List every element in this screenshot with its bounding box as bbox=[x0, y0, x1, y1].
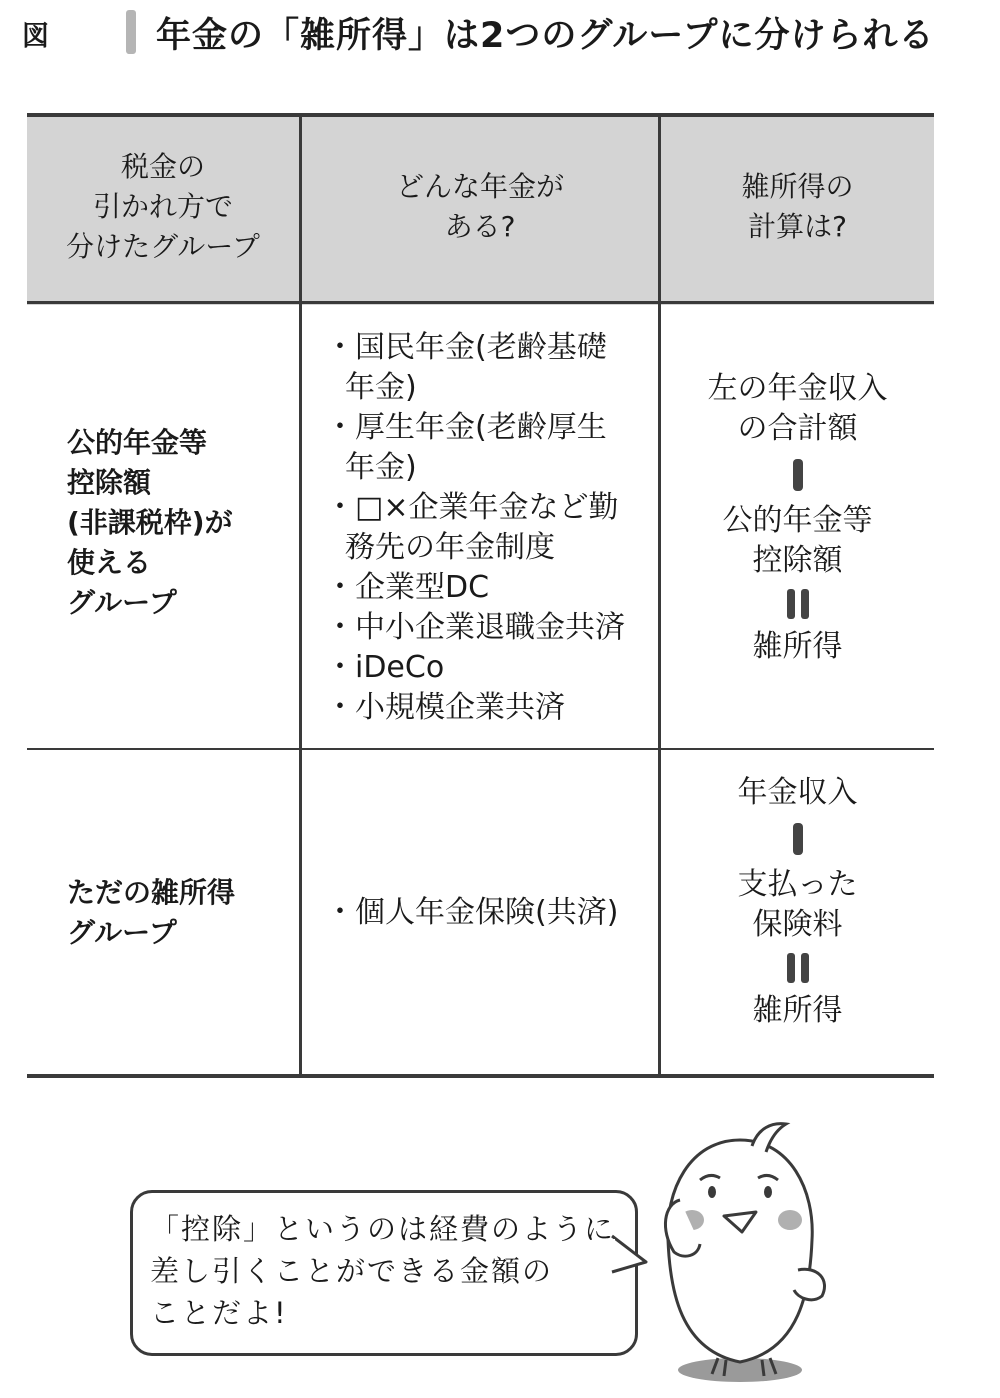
table-bottom-border bbox=[27, 1074, 934, 1078]
column-divider-1 bbox=[299, 117, 302, 1074]
chick-mascot-icon bbox=[640, 1120, 840, 1390]
page-title: 年金の「雑所得」は2つのグループに分けられる bbox=[156, 16, 935, 56]
speech-bubble-text: 「控除」というのは経費のように 差し引くことができる金額の ことだよ! bbox=[150, 1212, 616, 1330]
equals-sign-icon bbox=[661, 953, 934, 983]
equals-sign-icon bbox=[661, 589, 934, 619]
header-group-type: 税金の 引かれ方で 分けたグループ bbox=[66, 150, 260, 263]
pension-list-misc bbox=[325, 893, 618, 933]
calc-misc-income: 年金収入 支払った 保険料 雑所得 bbox=[661, 773, 934, 1031]
list-item: ・個人年金保険(共済) bbox=[325, 895, 619, 930]
list-item: ・厚生年金(老齢厚生 年金) bbox=[325, 410, 607, 485]
minus-sign-icon bbox=[793, 459, 803, 491]
figure-label: 図 bbox=[22, 21, 49, 52]
list-item: ・中小企業退職金共済 bbox=[325, 610, 625, 645]
list-item: ・□×企業年金など勤 務先の年金制度 bbox=[325, 490, 619, 565]
pension-group-table bbox=[27, 113, 934, 1078]
title-accent-bar bbox=[126, 10, 136, 54]
pension-list-public bbox=[325, 328, 625, 728]
table-top-border bbox=[27, 113, 934, 117]
group-misc-income: ただの雑所得 グループ bbox=[67, 876, 236, 949]
list-item: ・国民年金(老齢基礎 年金) bbox=[325, 330, 607, 405]
group-public-pension: 公的年金等 控除額 (非課税枠)が 使える グループ bbox=[67, 426, 233, 619]
row-divider bbox=[27, 748, 934, 750]
header-divider bbox=[27, 301, 934, 304]
list-item: ・企業型DC bbox=[325, 570, 490, 605]
header-pension-types: どんな年金が ある? bbox=[395, 170, 564, 243]
minus-sign-icon bbox=[793, 823, 803, 855]
list-item: ・iDeCo bbox=[325, 650, 445, 685]
list-item: ・小規模企業共済 bbox=[325, 690, 565, 725]
header-calculation: 雑所得の 計算は? bbox=[741, 170, 854, 243]
calc-public-pension: 左の年金収入 の合計額 公的年金等 控除額 雑所得 bbox=[661, 369, 934, 667]
